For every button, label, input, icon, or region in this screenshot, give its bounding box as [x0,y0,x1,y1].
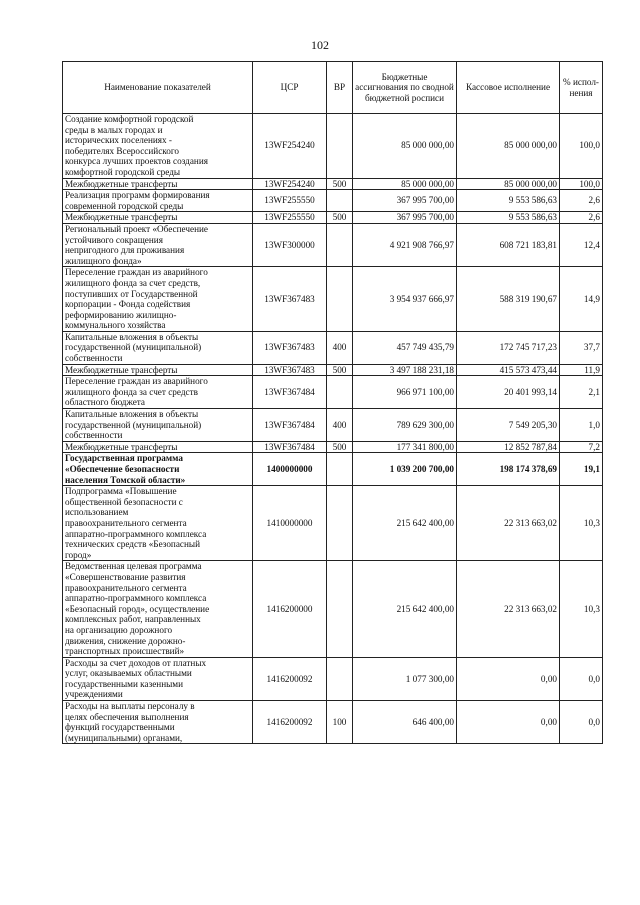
cell-budget: 85 000 000,00 [353,114,457,179]
table-row [63,212,603,224]
cell-name: Переселение граждан из аварийного жилищного фонда за счет средств областного бюджета [63,376,253,409]
cell-vr: 500 [327,212,353,224]
cell-name: Ведомственная целевая программа «Совершенствование развития правоохранительного сегмента аппаратно-программного комплекса «Безопасный город», осуществление комплексных работ, направленных на организацию дорожного движения, снижение дорожно- транспортных происшествий» [63,561,253,657]
table-row [63,267,603,332]
cell-name: Межбюджетные трансферты [63,212,253,224]
cell-cash: 172 745 717,23 [457,331,560,364]
cell-csr: 1416200092 [253,657,327,700]
cell-cash: 608 721 183,81 [457,223,560,266]
cell-name: Переселение граждан из аварийного жилищного фонда за счет средств, поступивших от Государственной корпорации - Фонда содействия реформированию жилищно- коммунального хозяйства [63,267,253,332]
cell-vr: 400 [327,331,353,364]
table-row [63,178,603,190]
table-header-row [63,62,603,114]
table-row [63,486,603,561]
cell-csr: 1400000000 [253,453,327,486]
cell-percent: 10,3 [560,561,603,657]
cell-csr: 13WF254240 [253,178,327,190]
cell-name: Реализация программ формирования современной городской среды [63,190,253,212]
cell-percent: 37,7 [560,331,603,364]
cell-cash: 9 553 586,63 [457,190,560,212]
cell-name: Капитальные вложения в объекты государственной (муниципальной) собственности [63,331,253,364]
header-name: Наименование показателей [63,62,253,114]
table-row [63,453,603,486]
cell-budget: 457 749 435,79 [353,331,457,364]
table-body [63,114,603,744]
cell-vr [327,453,353,486]
cell-cash: 9 553 586,63 [457,212,560,224]
cell-vr [327,223,353,266]
cell-csr: 13WF367484 [253,441,327,453]
cell-vr: 500 [327,364,353,376]
cell-csr: 1416200092 [253,701,327,744]
cell-budget: 1 039 200 700,00 [353,453,457,486]
cell-percent: 19,1 [560,453,603,486]
cell-cash: 20 401 993,14 [457,376,560,409]
cell-name: Капитальные вложения в объекты государственной (муниципальной) собственности [63,409,253,442]
header-vr: ВР [327,62,353,114]
cell-name: Расходы на выплаты персоналу в целях обеспечения выполнения функций государственными (муниципальными) органами, [63,701,253,744]
cell-percent: 0,0 [560,701,603,744]
cell-vr [327,561,353,657]
table-row [63,409,603,442]
header-percent: % испол-нения [560,62,603,114]
cell-percent: 2,6 [560,190,603,212]
cell-percent: 1,0 [560,409,603,442]
cell-budget: 1 077 300,00 [353,657,457,700]
cell-budget: 966 971 100,00 [353,376,457,409]
cell-cash: 7 549 205,30 [457,409,560,442]
cell-vr: 400 [327,409,353,442]
cell-csr: 13WF255550 [253,190,327,212]
table-row [63,441,603,453]
cell-csr: 13WF367484 [253,409,327,442]
cell-budget: 789 629 300,00 [353,409,457,442]
cell-name: Создание комфортной городской среды в малых городах и исторических поселениях - победителях Всероссийского конкурса лучших проектов создания комфортной городской среды [63,114,253,179]
header-budget: Бюджетные ассигнования по сводной бюджетной росписи [353,62,457,114]
cell-percent: 100,0 [560,114,603,179]
cell-name: Подпрограмма «Повышение общественной безопасности с использованием правоохранительного сегмента аппаратно-программного комплекса технических средств «Безопасный город» [63,486,253,561]
cell-cash: 588 319 190,67 [457,267,560,332]
cell-cash: 85 000 000,00 [457,114,560,179]
cell-vr [327,267,353,332]
cell-csr: 13WF255550 [253,212,327,224]
table-row [63,701,603,744]
cell-csr: 13WF300000 [253,223,327,266]
cell-csr: 13WF367483 [253,331,327,364]
table-row [63,223,603,266]
cell-cash: 85 000 000,00 [457,178,560,190]
table-row [63,376,603,409]
cell-csr: 13WF254240 [253,114,327,179]
cell-cash: 198 174 378,69 [457,453,560,486]
budget-table [62,61,603,744]
cell-cash: 22 313 663,02 [457,486,560,561]
cell-budget: 215 642 400,00 [353,486,457,561]
header-cash: Кассовое исполнение [457,62,560,114]
cell-cash: 415 573 473,44 [457,364,560,376]
table-row [63,114,603,179]
cell-csr: 1410000000 [253,486,327,561]
cell-vr: 500 [327,178,353,190]
cell-vr [327,657,353,700]
cell-name: Региональный проект «Обеспечение устойчивого сокращения непригодного для проживания жилищного фонда» [63,223,253,266]
cell-percent: 0,0 [560,657,603,700]
cell-vr: 500 [327,441,353,453]
cell-budget: 4 921 908 766,97 [353,223,457,266]
cell-percent: 12,4 [560,223,603,266]
cell-percent: 7,2 [560,441,603,453]
cell-percent: 100,0 [560,178,603,190]
cell-cash: 12 852 787,84 [457,441,560,453]
cell-csr: 13WF367483 [253,364,327,376]
cell-cash: 0,00 [457,701,560,744]
cell-csr: 13WF367484 [253,376,327,409]
cell-budget: 646 400,00 [353,701,457,744]
cell-name: Межбюджетные трансферты [63,178,253,190]
cell-budget: 367 995 700,00 [353,190,457,212]
cell-percent: 14,9 [560,267,603,332]
header-csr: ЦСР [253,62,327,114]
cell-name: Межбюджетные трансферты [63,364,253,376]
cell-cash: 22 313 663,02 [457,561,560,657]
cell-name: Государственная программа «Обеспечение безопасности населения Томской области» [63,453,253,486]
cell-vr [327,114,353,179]
cell-csr: 1416200000 [253,561,327,657]
table-row [63,561,603,657]
cell-percent: 2,6 [560,212,603,224]
cell-vr [327,486,353,561]
cell-budget: 85 000 000,00 [353,178,457,190]
cell-vr [327,190,353,212]
table-row [63,331,603,364]
cell-vr [327,376,353,409]
cell-vr: 100 [327,701,353,744]
cell-budget: 3 497 188 231,18 [353,364,457,376]
cell-budget: 177 341 800,00 [353,441,457,453]
cell-budget: 367 995 700,00 [353,212,457,224]
cell-name: Расходы за счет доходов от платных услуг, оказываемых областными государственными казенными учреждениями [63,657,253,700]
cell-budget: 215 642 400,00 [353,561,457,657]
page-number: 102 [311,38,329,52]
table-row [63,190,603,212]
cell-csr: 13WF367483 [253,267,327,332]
cell-budget: 3 954 937 666,97 [353,267,457,332]
cell-percent: 10,3 [560,486,603,561]
table-row [63,657,603,700]
table-row [63,364,603,376]
cell-percent: 2,1 [560,376,603,409]
cell-cash: 0,00 [457,657,560,700]
cell-percent: 11,9 [560,364,603,376]
cell-name: Межбюджетные трансферты [63,441,253,453]
